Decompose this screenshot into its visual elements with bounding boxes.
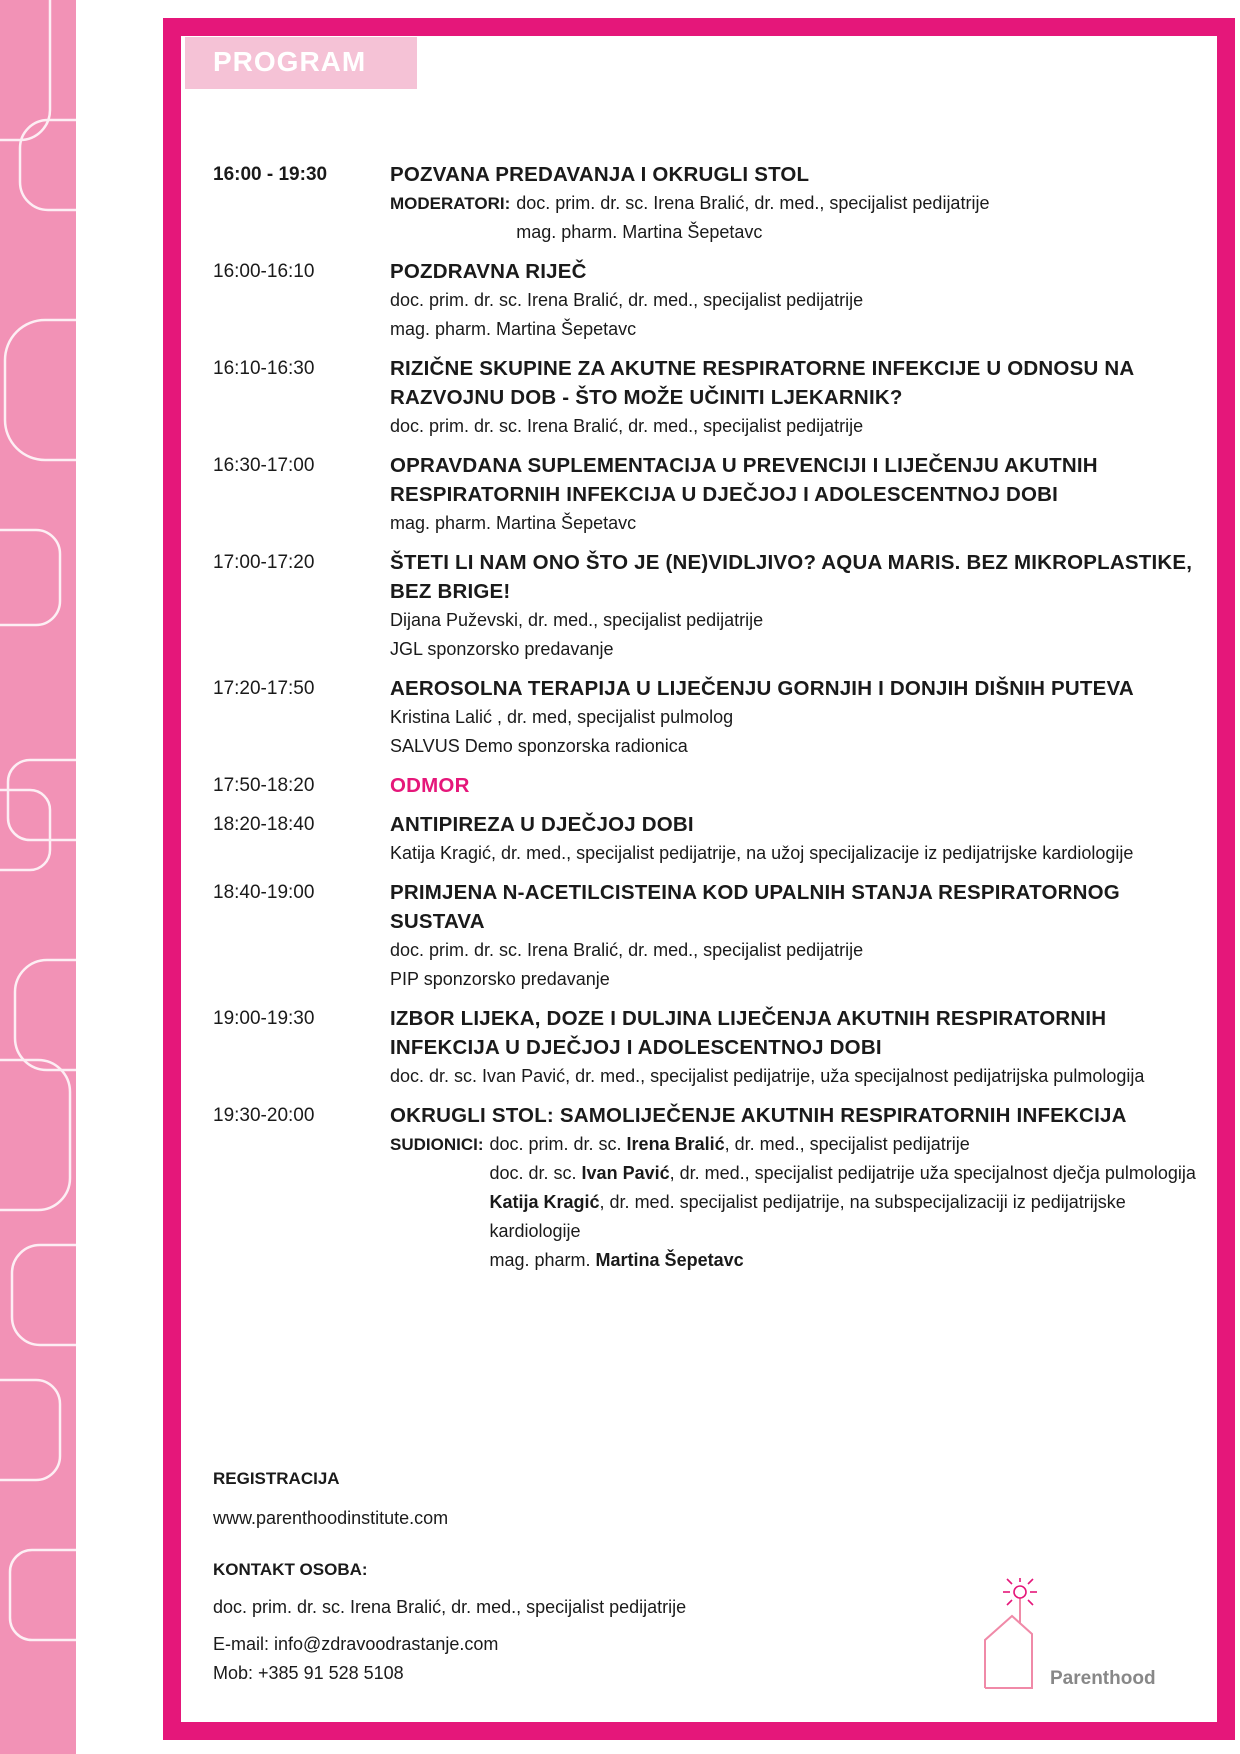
program-time: 17:00-17:20 xyxy=(213,552,315,573)
block-label: SUDIONICI: xyxy=(390,1135,484,1154)
registration-heading: REGISTRACIJA xyxy=(213,1469,340,1488)
program-title: ANTIPIREZA U DJEČJOJ DOBI xyxy=(390,813,694,836)
program-row xyxy=(213,451,1213,538)
program-time: 16:00-16:10 xyxy=(213,261,315,282)
contact-email[interactable]: E-mail: info@zdravoodrastanje.com xyxy=(213,1634,499,1654)
registration-link[interactable]: www.parenthoodinstitute.com xyxy=(213,1508,449,1528)
labeled-lines xyxy=(516,189,989,247)
program-row xyxy=(213,878,1213,994)
labeled-block xyxy=(390,189,1213,247)
participant-name: Irena Bralić xyxy=(626,1134,725,1154)
program-row xyxy=(213,548,1213,664)
program-row xyxy=(213,674,1213,761)
program-detail: Kristina Lalić , dr. med, specijalist pulmolog xyxy=(390,707,734,727)
program-content xyxy=(390,810,1213,868)
program-content xyxy=(390,257,1213,344)
program-time: 17:50-18:20 xyxy=(213,775,315,796)
participant-prefix: doc. dr. sc. xyxy=(489,1163,582,1183)
participant-prefix: mag. pharm. xyxy=(489,1250,596,1270)
participant-name: Ivan Pavić xyxy=(581,1163,670,1183)
program-title: OPRAVDANA SUPLEMENTACIJA U PREVENCIJI I LIJEČENJU AKUTNIH RESPIRATORNIH INFEKCIJA U DJEČJOJ I ADOLESCENTNOJ DOBI xyxy=(390,454,1098,506)
program-title: ŠTETI LI NAM ONO ŠTO JE (NE)VIDLJIVO? AQUA MARIS. BEZ MIKROPLASTIKE, BEZ BRIGE! xyxy=(390,551,1193,603)
program-tag: PROGRAM xyxy=(185,37,417,89)
contact-heading: KONTAKT OSOBA: xyxy=(213,1560,368,1579)
program-content xyxy=(390,1101,1213,1275)
program-detail: PIP sponzorsko predavanje xyxy=(390,969,610,989)
program-content xyxy=(390,548,1213,664)
program-time: 16:30-17:00 xyxy=(213,455,315,476)
participant-line xyxy=(490,1246,1214,1275)
program-time: 19:00-19:30 xyxy=(213,1008,315,1029)
program-row xyxy=(213,354,1213,441)
program-list xyxy=(213,160,1213,1285)
program-detail: Dijana Puževski, dr. med., specijalist pedijatrije xyxy=(390,610,764,630)
program-title: PRIMJENA N-ACETILCISTEINA KOD UPALNIH STANJA RESPIRATORNOG SUSTAVA xyxy=(390,881,1120,933)
program-title: POZVANA PREDAVANJA I OKRUGLI STOL xyxy=(390,163,810,186)
participant-suffix: , dr. med., specijalist pedijatrije xyxy=(724,1134,970,1154)
program-detail: mag. pharm. Martina Šepetavc xyxy=(390,319,637,339)
program-row xyxy=(213,1004,1213,1091)
rounded-squares-pattern xyxy=(0,0,76,1754)
program-time: 18:20-18:40 xyxy=(213,814,315,835)
program-row xyxy=(213,1101,1213,1275)
contact-person: doc. prim. dr. sc. Irena Bralić, dr. med., specijalist pedijatrije xyxy=(213,1597,687,1617)
program-detail: doc. prim. dr. sc. Irena Bralić, dr. med., specijalist pedijatrije xyxy=(390,940,864,960)
program-title: AEROSOLNA TERAPIJA U LIJEČENJU GORNJIH I DONJIH DIŠNIH PUTEVA xyxy=(390,677,1134,700)
program-row xyxy=(213,257,1213,344)
decorative-side-band xyxy=(0,0,76,1754)
participant-line xyxy=(490,1188,1214,1246)
program-content xyxy=(390,354,1213,441)
program-time: 16:10-16:30 xyxy=(213,358,315,379)
program-title: RIZIČNE SKUPINE ZA AKUTNE RESPIRATORNE INFEKCIJE U ODNOSU NA RAZVOJNU DOB - ŠTO MOŽE UČINITI LJEKARNIK? xyxy=(390,357,1134,409)
program-row xyxy=(213,810,1213,868)
program-title: POZDRAVNA RIJEČ xyxy=(390,260,587,283)
program-detail: Katija Kragić, dr. med., specijalist pedijatrije, na užoj specijalizacije iz pedijatrijske kardiologije xyxy=(390,843,1134,863)
program-content xyxy=(390,771,1213,800)
program-row xyxy=(213,771,1213,800)
program-content xyxy=(390,1004,1213,1091)
program-title: OKRUGLI STOL: SAMOLIJEČENJE AKUTNIH RESPIRATORNIH INFEKCIJA xyxy=(390,1104,1127,1127)
participant-name: Katija Kragić xyxy=(489,1192,600,1212)
program-detail: SALVUS Demo sponzorska radionica xyxy=(390,736,688,756)
program-row xyxy=(213,160,1213,247)
labeled-lines xyxy=(490,1130,1214,1275)
program-detail: mag. pharm. Martina Šepetavc xyxy=(390,513,637,533)
program-title: ODMOR xyxy=(390,774,470,797)
program-content xyxy=(390,674,1213,761)
participant-name: Martina Šepetavc xyxy=(595,1250,744,1270)
program-detail: doc. dr. sc. Ivan Pavić, dr. med., specijalist pedijatrije, uža specijalnost pedijatrijska pulmologija xyxy=(390,1066,1145,1086)
participant-line xyxy=(490,1130,1214,1159)
program-title: IZBOR LIJEKA, DOZE I DULJINA LIJEČENJA AKUTNIH RESPIRATORNIH INFEKCIJA U DJEČJOJ I ADOLESCENTNOJ DOBI xyxy=(390,1007,1107,1059)
moderator-line: mag. pharm. Martina Šepetavc xyxy=(516,222,763,242)
program-time: 18:40-19:00 xyxy=(213,882,315,903)
program-time: 16:00 - 19:30 xyxy=(213,164,328,185)
program-detail: doc. prim. dr. sc. Irena Bralić, dr. med., specijalist pedijatrije xyxy=(390,290,864,310)
moderator-line: doc. prim. dr. sc. Irena Bralić, dr. med., specijalist pedijatrije xyxy=(516,193,990,213)
contact-phone: Mob: +385 91 528 5108 xyxy=(213,1663,404,1683)
footer xyxy=(213,1466,973,1688)
participant-line xyxy=(490,1159,1214,1188)
program-detail: JGL sponzorsko predavanje xyxy=(390,639,614,659)
participant-suffix: , dr. med. specijalist pedijatrije, na subspecijalizaciji iz pedijatrijske kardiologije xyxy=(489,1192,1126,1241)
labeled-block xyxy=(390,1130,1213,1275)
participant-suffix: , dr. med., specijalist pedijatrije uža specijalnost dječja pulmologija xyxy=(669,1163,1196,1183)
logo-wordmark: Parenthood xyxy=(1050,1668,1156,1689)
program-detail: doc. prim. dr. sc. Irena Bralić, dr. med., specijalist pedijatrije xyxy=(390,416,864,436)
program-content xyxy=(390,160,1213,247)
program-time: 19:30-20:00 xyxy=(213,1105,315,1126)
program-time: 17:20-17:50 xyxy=(213,678,315,699)
program-content xyxy=(390,451,1213,538)
program-content xyxy=(390,878,1213,994)
block-label: MODERATORI: xyxy=(390,194,511,213)
participant-prefix: doc. prim. dr. sc. xyxy=(489,1134,627,1154)
